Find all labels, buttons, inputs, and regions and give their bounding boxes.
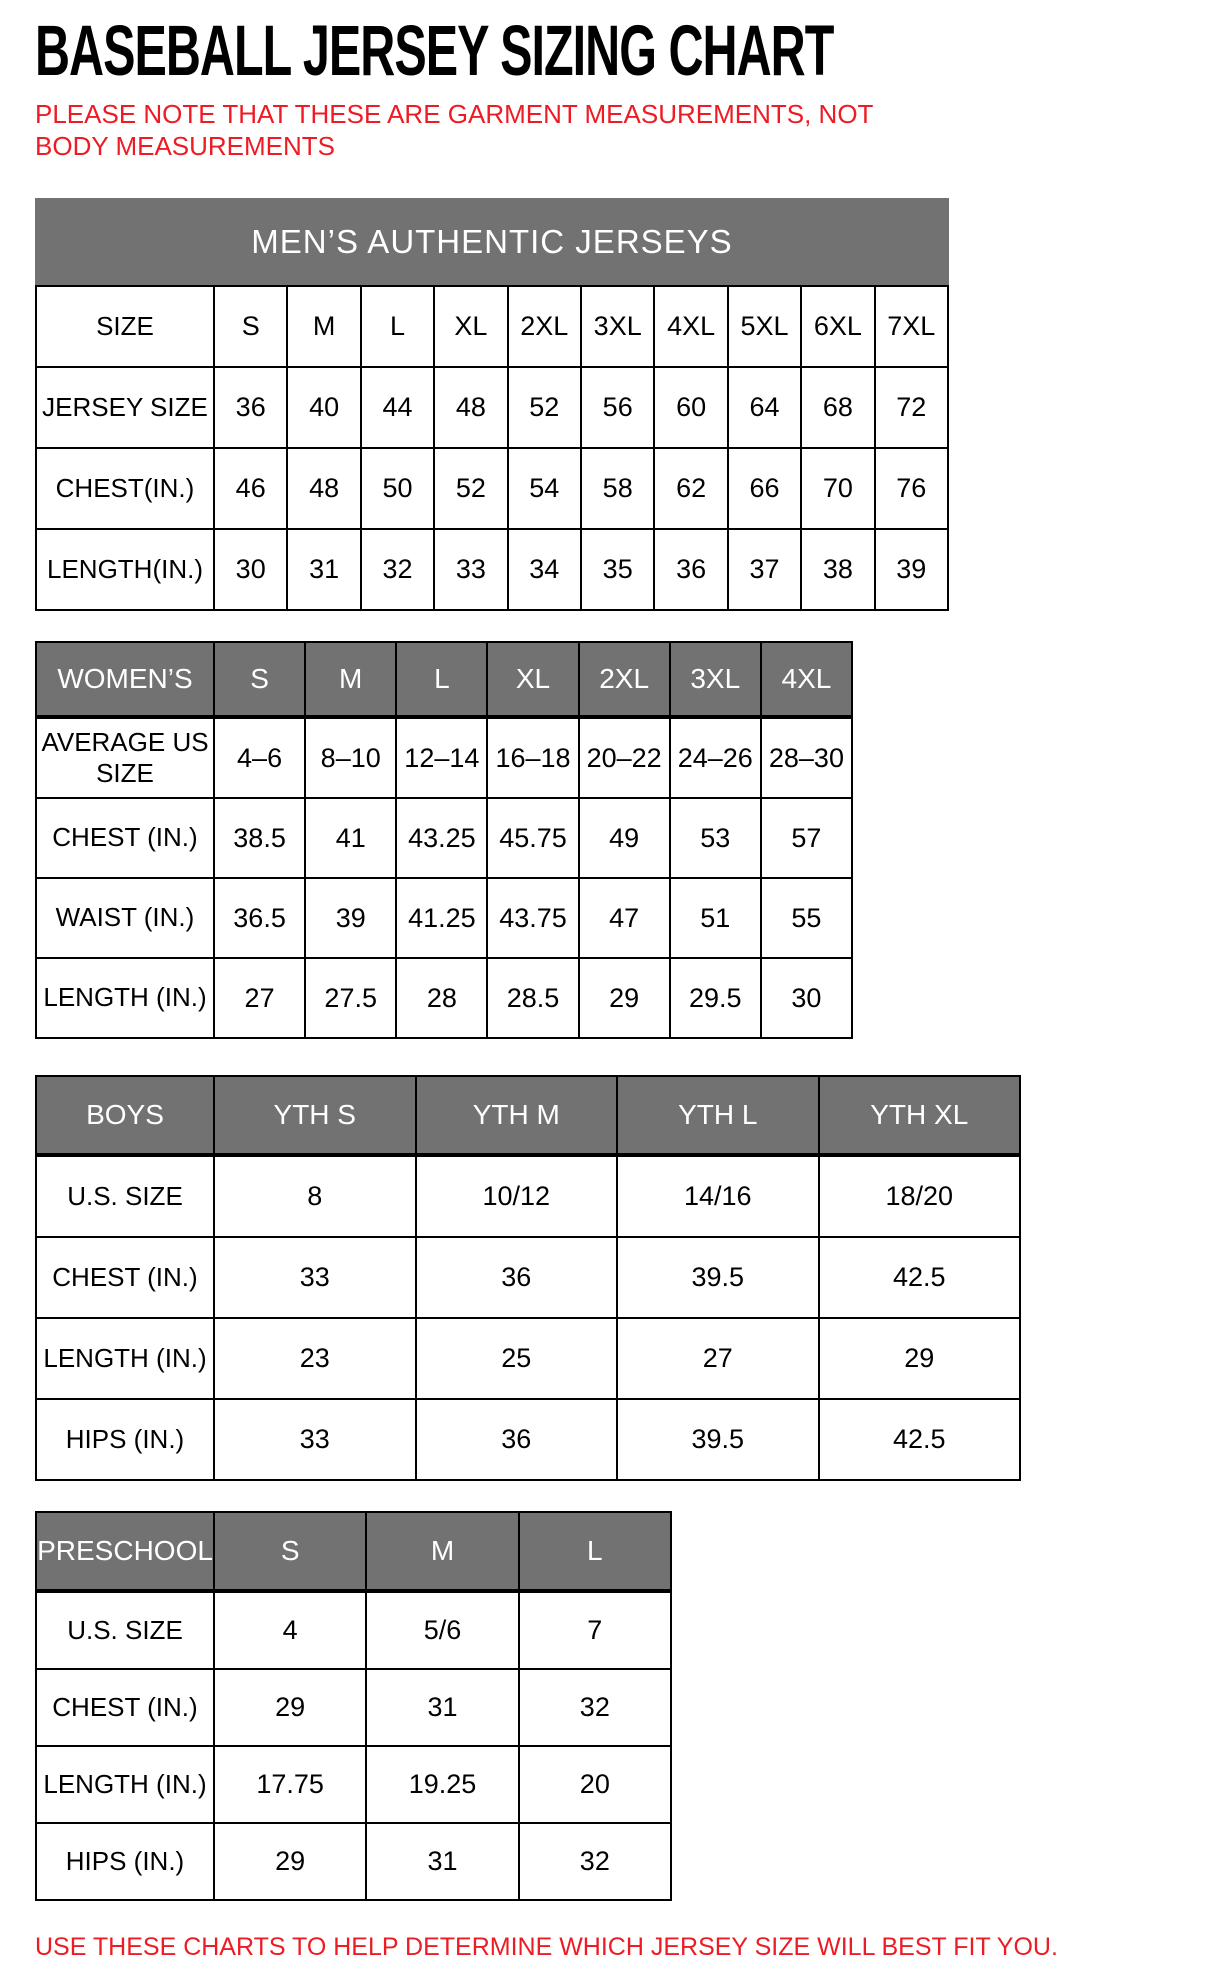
size-value-cell: 60 [654,367,727,448]
size-value-cell: 36 [214,367,287,448]
size-value-cell: 17.75 [214,1746,366,1823]
size-value-cell: 39 [305,878,396,958]
column-header: 5XL [728,286,801,367]
mens-table-title: MEN’S AUTHENTIC JERSEYS [35,198,949,285]
row-label: LENGTH (IN.) [36,1746,214,1823]
table-header-label: WOMEN’S [36,642,214,718]
tables-container [35,198,1185,1901]
size-value-cell: 44 [361,367,434,448]
row-label: LENGTH(IN.) [36,529,214,610]
size-value-cell: 48 [434,367,507,448]
column-header: 7XL [875,286,948,367]
row-label: AVERAGE US SIZE [36,718,214,798]
size-value-cell: 64 [728,367,801,448]
column-header: 4XL [654,286,727,367]
size-value-cell: 28 [396,958,487,1038]
garment-measurement-note: PLEASE NOTE THAT THESE ARE GARMENT MEASUREMENTS, NOT BODY MEASUREMENTS [35,99,873,161]
size-value-cell: 28.5 [487,958,578,1038]
row-label: CHEST (IN.) [36,1669,214,1746]
size-value-cell: 50 [361,448,434,529]
row-label: CHEST (IN.) [36,1237,214,1318]
size-value-cell: 33 [214,1237,416,1318]
row-label: JERSEY SIZE [36,367,214,448]
size-value-cell: 54 [508,448,581,529]
size-value-cell: 32 [519,1669,671,1746]
size-value-cell: 68 [801,367,874,448]
column-header: L [396,642,487,718]
size-value-cell: 47 [579,878,670,958]
column-header: 2XL [579,642,670,718]
row-label: LENGTH (IN.) [36,1318,214,1399]
size-value-cell: 45.75 [487,798,578,878]
size-value-cell: 10/12 [416,1156,618,1237]
mens-table-grid [35,285,949,611]
size-value-cell: 52 [434,448,507,529]
size-value-cell: 29.5 [670,958,761,1038]
table-header-label: BOYS [36,1076,214,1156]
size-value-cell: 29 [214,1823,366,1900]
size-value-cell: 39.5 [617,1399,819,1480]
size-value-cell: 4–6 [214,718,305,798]
size-value-cell: 41 [305,798,396,878]
row-label: CHEST (IN.) [36,798,214,878]
size-value-cell: 16–18 [487,718,578,798]
column-header: YTH XL [819,1076,1021,1156]
boys-sizing-table [35,1075,1185,1481]
size-value-cell: 31 [366,1669,518,1746]
size-value-cell: 53 [670,798,761,878]
column-header: 6XL [801,286,874,367]
size-value-cell: 5/6 [366,1592,518,1669]
size-value-cell: 38 [801,529,874,610]
size-value-cell: 4 [214,1592,366,1669]
column-header: 2XL [508,286,581,367]
size-value-cell: 27.5 [305,958,396,1038]
fit-advice-note: USE THESE CHARTS TO HELP DETERMINE WHICH JERSEY SIZE WILL BEST FIT YOU. [35,1933,1058,1961]
size-value-cell: 72 [875,367,948,448]
size-value-cell: 66 [728,448,801,529]
size-value-cell: 39.5 [617,1237,819,1318]
table-header-label: PRESCHOOL [36,1512,214,1592]
size-value-cell: 56 [581,367,654,448]
size-value-cell: 34 [508,529,581,610]
size-value-cell: 39 [875,529,948,610]
size-value-cell: 18/20 [819,1156,1021,1237]
size-value-cell: 70 [801,448,874,529]
size-value-cell: 36.5 [214,878,305,958]
size-value-cell: 30 [761,958,852,1038]
size-value-cell: 43.25 [396,798,487,878]
size-value-cell: 43.75 [487,878,578,958]
row-label: U.S. SIZE [36,1592,214,1669]
size-value-cell: 19.25 [366,1746,518,1823]
mens-sizing-table [35,198,1185,611]
column-header: L [519,1512,671,1592]
size-value-cell: 32 [361,529,434,610]
size-value-cell: 57 [761,798,852,878]
column-header: S [214,286,287,367]
size-value-cell: 32 [519,1823,671,1900]
preschool-sizing-table [35,1511,1185,1901]
column-header: S [214,1512,366,1592]
size-value-cell: 41.25 [396,878,487,958]
size-value-cell: 27 [214,958,305,1038]
column-header: XL [487,642,578,718]
size-value-cell: 8–10 [305,718,396,798]
column-header: YTH M [416,1076,618,1156]
row-label: HIPS (IN.) [36,1823,214,1900]
size-value-cell: 76 [875,448,948,529]
size-value-cell: 51 [670,878,761,958]
size-value-cell: 7 [519,1592,671,1669]
size-value-cell: 48 [287,448,360,529]
size-value-cell: 46 [214,448,287,529]
size-value-cell: 36 [416,1399,618,1480]
column-header: 3XL [581,286,654,367]
size-value-cell: 33 [434,529,507,610]
womens-table-grid [35,641,853,1039]
size-value-cell: 35 [581,529,654,610]
size-value-cell: 20 [519,1746,671,1823]
size-value-cell: 33 [214,1399,416,1480]
size-value-cell: 29 [579,958,670,1038]
column-header: 4XL [761,642,852,718]
womens-sizing-table [35,641,1185,1039]
column-header: 3XL [670,642,761,718]
size-value-cell: 58 [581,448,654,529]
size-value-cell: 42.5 [819,1399,1021,1480]
row-label: CHEST(IN.) [36,448,214,529]
size-value-cell: 31 [366,1823,518,1900]
size-value-cell: 29 [819,1318,1021,1399]
boys-table-grid [35,1075,1021,1481]
size-value-cell: 27 [617,1318,819,1399]
size-value-cell: 24–26 [670,718,761,798]
size-value-cell: 55 [761,878,852,958]
page-title: BASEBALL JERSEY SIZING CHART [35,11,834,91]
size-value-cell: 38.5 [214,798,305,878]
column-header: L [361,286,434,367]
size-value-cell: 40 [287,367,360,448]
size-value-cell: 28–30 [761,718,852,798]
size-value-cell: 36 [416,1237,618,1318]
size-value-cell: 14/16 [617,1156,819,1237]
column-header: YTH S [214,1076,416,1156]
size-value-cell: 25 [416,1318,618,1399]
row-label: HIPS (IN.) [36,1399,214,1480]
size-value-cell: 31 [287,529,360,610]
column-header: M [305,642,396,718]
size-value-cell: 42.5 [819,1237,1021,1318]
size-value-cell: 37 [728,529,801,610]
size-value-cell: 52 [508,367,581,448]
column-header: M [366,1512,518,1592]
row-label: SIZE [36,286,214,367]
size-value-cell: 49 [579,798,670,878]
size-value-cell: 8 [214,1156,416,1237]
size-value-cell: 62 [654,448,727,529]
row-label: LENGTH (IN.) [36,958,214,1038]
size-value-cell: 36 [654,529,727,610]
column-header: XL [434,286,507,367]
row-label: U.S. SIZE [36,1156,214,1237]
column-header: YTH L [617,1076,819,1156]
column-header: S [214,642,305,718]
size-value-cell: 30 [214,529,287,610]
size-value-cell: 20–22 [579,718,670,798]
size-value-cell: 12–14 [396,718,487,798]
size-value-cell: 29 [214,1669,366,1746]
size-value-cell: 23 [214,1318,416,1399]
preschool-table-grid [35,1511,672,1901]
row-label: WAIST (IN.) [36,878,214,958]
column-header: M [287,286,360,367]
